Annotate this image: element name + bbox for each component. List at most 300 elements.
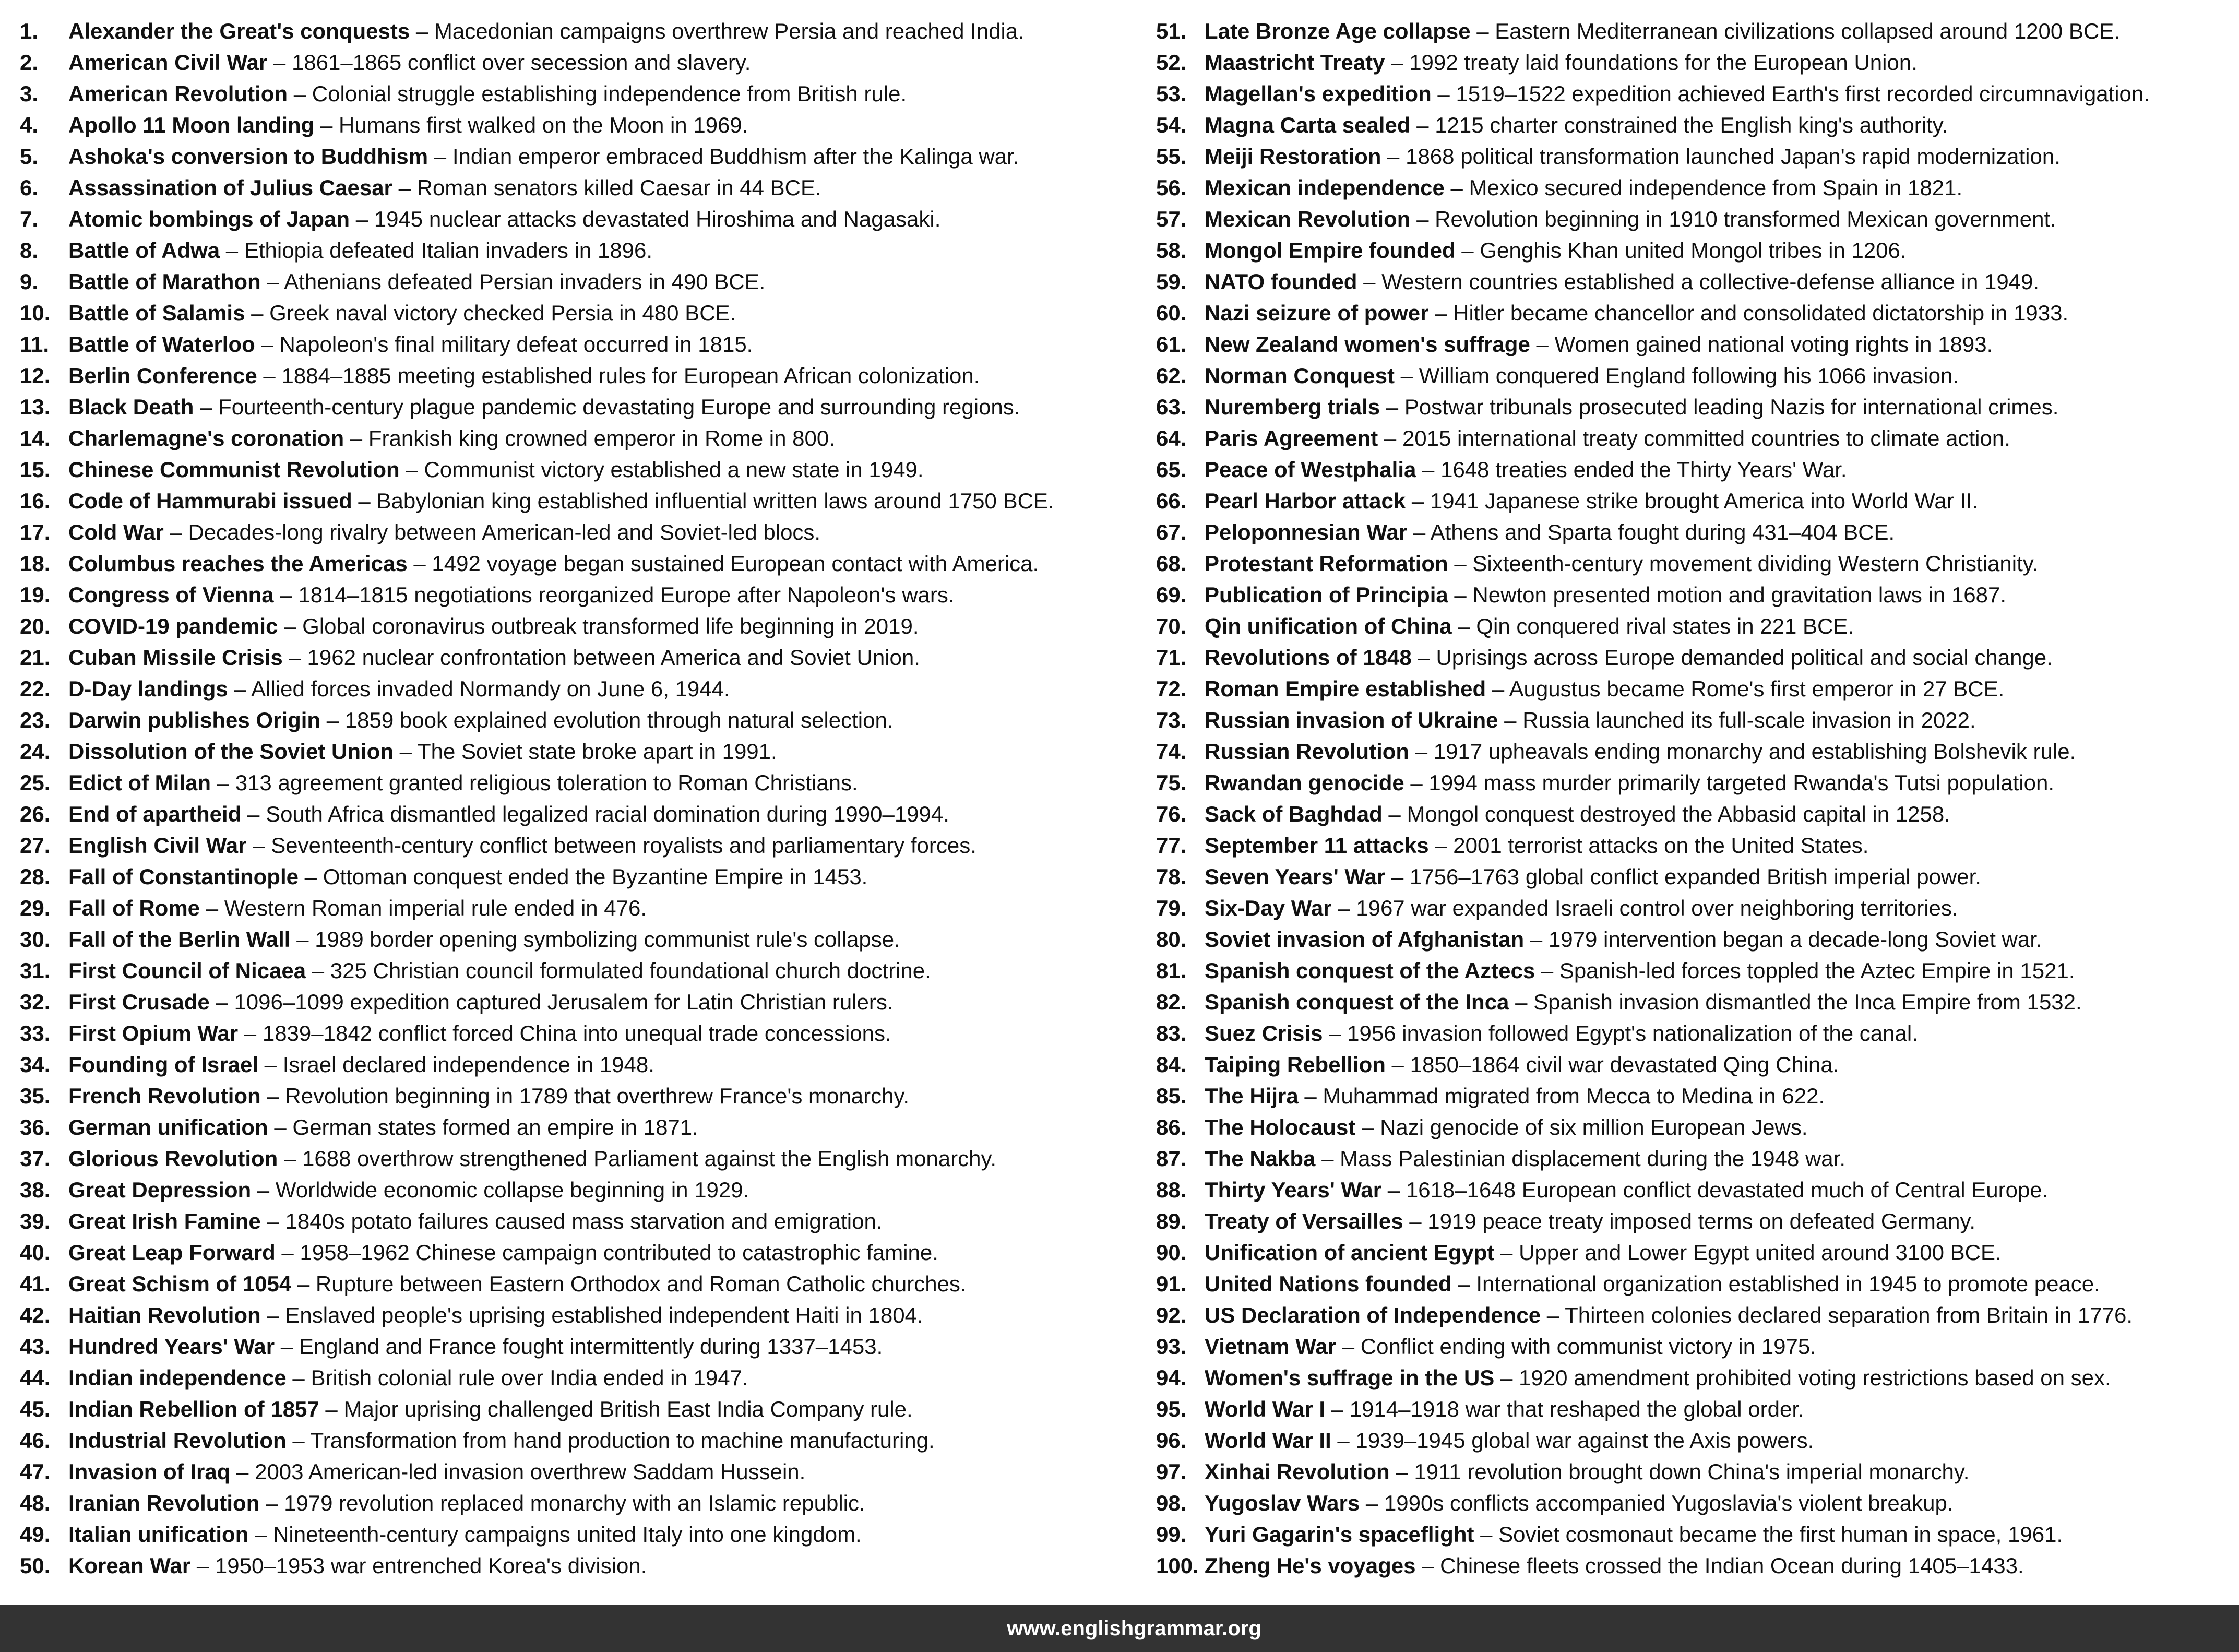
- event-text: [68, 1018, 891, 1049]
- event-text: [1205, 1049, 1839, 1080]
- event-separator: –: [1404, 770, 1429, 795]
- event-description: Russia launched its full-scale invasion in 2022.: [1522, 708, 1976, 732]
- event-description: 1648 treaties ended the Thirty Years' War.: [1440, 457, 1847, 482]
- event-item: [1156, 830, 2231, 861]
- event-text: [68, 204, 940, 235]
- event-item: [20, 298, 1142, 329]
- event-number: 32.: [20, 990, 51, 1014]
- event-number: 44.: [20, 1365, 51, 1390]
- event-description: Babylonian king established influential written laws around 1750 BCE.: [376, 489, 1054, 513]
- event-separator: –: [1360, 1491, 1384, 1515]
- event-description: The Soviet state broke apart in 1991.: [417, 739, 777, 764]
- event-number: 76.: [1156, 802, 1187, 826]
- event-name: US Declaration of Independence: [1205, 1303, 1541, 1327]
- event-number: 95.: [1156, 1397, 1187, 1421]
- event-name: Industrial Revolution: [68, 1428, 287, 1453]
- event-item: [20, 1394, 1142, 1425]
- event-name: Soviet invasion of Afghanistan: [1205, 927, 1525, 952]
- event-name: Qin unification of China: [1205, 614, 1452, 638]
- event-name: Peloponnesian War: [1205, 520, 1408, 544]
- event-number: 34.: [20, 1052, 51, 1077]
- event-description: 1215 charter constrained the English king's authority.: [1435, 113, 1948, 137]
- event-item: [1156, 1519, 2231, 1550]
- event-name: French Revolution: [68, 1084, 261, 1108]
- event-number: 26.: [20, 802, 51, 826]
- event-name: Atomic bombings of Japan: [68, 207, 350, 231]
- event-description: 1962 nuclear confrontation between America and Soviet Union.: [307, 645, 920, 670]
- event-number: 64.: [1156, 426, 1187, 450]
- event-name: Battle of Salamis: [68, 301, 245, 325]
- event-description: Fourteenth-century plague pandemic devastating Europe and surrounding regions.: [218, 395, 1020, 419]
- event-item: [1156, 705, 2231, 736]
- event-description: 1861–1865 conflict over secession and slavery.: [291, 50, 751, 75]
- event-item: [1156, 767, 2231, 799]
- event-number: 21.: [20, 645, 51, 670]
- event-number: 14.: [20, 426, 51, 450]
- event-name: Rwandan genocide: [1205, 770, 1404, 795]
- event-text: [1205, 360, 1959, 391]
- event-text: [1205, 705, 1976, 736]
- event-description: Athenians defeated Persian invaders in 490 BCE.: [284, 269, 766, 294]
- event-description: Revolution beginning in 1789 that overthrew France's monarchy.: [285, 1084, 909, 1108]
- event-number: 45.: [20, 1397, 51, 1421]
- event-text: [1205, 298, 2068, 329]
- event-number: 1.: [20, 19, 39, 43]
- event-separator: –: [1325, 1397, 1350, 1421]
- event-item: [20, 78, 1142, 110]
- event-description: 1919 peace treaty imposed terms on defeated Germany.: [1427, 1209, 1976, 1233]
- event-name: Yuri Gagarin's spaceflight: [1205, 1522, 1474, 1547]
- event-number: 7.: [20, 207, 39, 231]
- event-number: 99.: [1156, 1522, 1187, 1547]
- event-name: Suez Crisis: [1205, 1021, 1323, 1045]
- event-separator: –: [1385, 50, 1410, 75]
- event-number: 72.: [1156, 676, 1187, 701]
- event-item: [1156, 1112, 2231, 1143]
- event-item: [20, 204, 1142, 235]
- event-name: Alexander the Great's conquests: [68, 19, 410, 43]
- event-text: [1205, 1268, 2100, 1300]
- event-separator: –: [1530, 332, 1555, 356]
- event-name: Code of Hammurabi issued: [68, 489, 352, 513]
- event-description: Western countries established a collective-defense alliance in 1949.: [1381, 269, 2040, 294]
- event-number: 81.: [1156, 958, 1187, 983]
- event-name: D-Day landings: [68, 676, 228, 701]
- event-text: [1205, 172, 1962, 204]
- event-name: Hundred Years' War: [68, 1334, 275, 1359]
- event-description: 1492 voyage began sustained European contact with America.: [432, 551, 1039, 576]
- event-name: Mexican independence: [1205, 175, 1445, 200]
- event-description: 1989 border opening symbolizing communist rule's collapse.: [315, 927, 900, 952]
- event-description: Women gained national voting rights in 1893.: [1554, 332, 1993, 356]
- event-number: 19.: [20, 583, 51, 607]
- event-separator: –: [1331, 1428, 1356, 1453]
- event-name: Zheng He's voyages: [1205, 1553, 1416, 1578]
- event-name: Russian Revolution: [1205, 739, 1410, 764]
- event-description: Greek naval victory checked Persia in 480 BCE.: [269, 301, 736, 325]
- event-description: 1839–1842 conflict forced China into unequal trade concessions.: [262, 1021, 891, 1045]
- event-number: 31.: [20, 958, 51, 983]
- event-separator: –: [1298, 1084, 1323, 1108]
- event-separator: –: [273, 583, 299, 607]
- event-text: [1205, 1112, 1808, 1143]
- event-number: 68.: [1156, 551, 1187, 576]
- event-separator: –: [1451, 1271, 1476, 1296]
- event-separator: –: [1395, 363, 1419, 388]
- event-number: 46.: [20, 1428, 51, 1453]
- event-text: [1205, 799, 1950, 830]
- event-name: Great Irish Famine: [68, 1209, 261, 1233]
- event-item: [20, 1300, 1142, 1331]
- event-item: [20, 517, 1142, 548]
- event-description: 1992 treaty laid foundations for the European Union.: [1409, 50, 1918, 75]
- event-number: 48.: [20, 1491, 51, 1515]
- event-text: [68, 485, 1054, 517]
- event-text: [68, 141, 1019, 172]
- event-number: 90.: [1156, 1240, 1187, 1265]
- event-item: [1156, 423, 2231, 454]
- event-separator: –: [1498, 708, 1523, 732]
- event-item: [1156, 485, 2231, 517]
- event-item: [1156, 1550, 2231, 1582]
- event-number: 83.: [1156, 1021, 1187, 1045]
- event-number: 11.: [20, 332, 50, 356]
- event-text: [1205, 1362, 2111, 1394]
- event-description: Eastern Mediterranean civilizations collapsed around 1200 BCE.: [1495, 19, 2120, 43]
- event-text: [68, 579, 955, 611]
- event-separator: –: [241, 802, 266, 826]
- event-description: 1979 intervention began a decade-long Soviet war.: [1548, 927, 2042, 952]
- event-name: Magna Carta sealed: [1205, 113, 1411, 137]
- event-description: Enslaved people's uprising established independent Haiti in 1804.: [285, 1303, 923, 1327]
- event-item: [1156, 1143, 2231, 1174]
- event-name: First Council of Nicaea: [68, 958, 306, 983]
- event-number: 47.: [20, 1459, 51, 1484]
- event-number: 23.: [20, 708, 51, 732]
- event-item: [1156, 78, 2231, 110]
- event-item: [20, 924, 1142, 955]
- event-description: 1967 war expanded Israeli control over neighboring territories.: [1356, 896, 1958, 920]
- event-text: [68, 1112, 698, 1143]
- event-separator: –: [320, 708, 345, 732]
- event-number: 8.: [20, 238, 39, 263]
- event-description: 1911 revolution brought down China's imperial monarchy.: [1414, 1459, 1970, 1484]
- event-text: [68, 360, 980, 391]
- event-text: [1205, 924, 2042, 955]
- event-name: Cold War: [68, 520, 164, 544]
- event-text: [68, 1519, 862, 1550]
- event-number: 89.: [1156, 1209, 1187, 1233]
- event-name: Indian independence: [68, 1365, 287, 1390]
- event-description: 1884–1885 meeting established rules for European African colonization.: [281, 363, 980, 388]
- event-name: Norman Conquest: [1205, 363, 1395, 388]
- event-separator: –: [1428, 301, 1454, 325]
- event-description: Communist victory established a new state in 1949.: [424, 457, 924, 482]
- event-text: [68, 1488, 865, 1519]
- event-text: [1205, 548, 2038, 579]
- event-number: 42.: [20, 1303, 51, 1327]
- event-text: [68, 16, 1024, 47]
- event-description: Revolution beginning in 1910 transformed Mexican government.: [1435, 207, 2056, 231]
- event-number: 43.: [20, 1334, 51, 1359]
- event-name: NATO founded: [1205, 269, 1357, 294]
- event-separator: –: [1381, 144, 1406, 169]
- event-description: Ethiopia defeated Italian invaders in 1896.: [244, 238, 653, 263]
- event-text: [1205, 391, 2058, 423]
- event-number: 55.: [1156, 144, 1187, 169]
- event-item: [20, 329, 1142, 360]
- event-text: [68, 1425, 935, 1456]
- event-text: [68, 548, 1039, 579]
- event-text: [1205, 517, 1895, 548]
- event-number: 58.: [1156, 238, 1187, 263]
- event-name: Publication of Principia: [1205, 583, 1448, 607]
- event-separator: –: [1535, 958, 1559, 983]
- event-name: Meiji Restoration: [1205, 144, 1381, 169]
- event-number: 53.: [1156, 81, 1187, 106]
- event-name: Haitian Revolution: [68, 1303, 261, 1327]
- event-item: [20, 767, 1142, 799]
- event-separator: –: [350, 207, 374, 231]
- event-separator: –: [257, 363, 282, 388]
- event-name: The Hijra: [1205, 1084, 1299, 1108]
- event-number: 52.: [1156, 50, 1187, 75]
- event-number: 77.: [1156, 833, 1187, 858]
- event-text: [68, 1362, 748, 1394]
- event-text: [1205, 893, 1958, 924]
- event-text: [1205, 673, 2004, 705]
- event-name: Ashoka's conversion to Buddhism: [68, 144, 428, 169]
- event-item: [20, 1237, 1142, 1268]
- event-text: [1205, 579, 2006, 611]
- event-item: [1156, 1049, 2231, 1080]
- event-description: 1917 upheavals ending monarchy and establishing Bolshevik rule.: [1433, 739, 2076, 764]
- event-text: [1205, 329, 1993, 360]
- event-item: [20, 1018, 1142, 1049]
- event-item: [20, 266, 1142, 298]
- event-text: [1205, 1300, 2133, 1331]
- event-description: Upper and Lower Egypt united around 3100 BCE.: [1519, 1240, 2002, 1265]
- event-description: 1979 revolution replaced monarchy with an Islamic republic.: [284, 1491, 865, 1515]
- event-item: [20, 1143, 1142, 1174]
- event-item: [1156, 110, 2231, 141]
- event-separator: –: [1431, 81, 1456, 106]
- event-item: [20, 1550, 1142, 1582]
- event-text: [68, 673, 730, 705]
- event-number: 98.: [1156, 1491, 1187, 1515]
- event-text: [68, 423, 835, 454]
- event-item: [20, 1488, 1142, 1519]
- event-item: [20, 16, 1142, 47]
- event-number: 54.: [1156, 113, 1187, 137]
- event-item: [1156, 266, 2231, 298]
- event-description: 1868 political transformation launched Japan's rapid modernization.: [1406, 144, 2061, 169]
- event-separator: –: [1357, 269, 1382, 294]
- event-item: [20, 485, 1142, 517]
- event-separator: –: [1410, 207, 1435, 231]
- event-separator: –: [255, 332, 280, 356]
- event-separator: –: [392, 175, 417, 200]
- event-description: 1958–1962 Chinese campaign contributed to catastrophic famine.: [300, 1240, 938, 1265]
- event-name: Pearl Harbor attack: [1205, 489, 1406, 513]
- event-separator: –: [1428, 833, 1454, 858]
- event-name: Darwin publishes Origin: [68, 708, 321, 732]
- event-text: [68, 1331, 883, 1362]
- event-description: Chinese fleets crossed the Indian Ocean during 1405–1433.: [1440, 1553, 2024, 1578]
- event-text: [68, 1206, 883, 1237]
- event-separator: –: [1382, 802, 1407, 826]
- event-item: [20, 1425, 1142, 1456]
- event-separator: –: [194, 395, 219, 419]
- footer-website-link[interactable]: www.englishgrammar.org: [1007, 1617, 1261, 1640]
- event-name: Assassination of Julius Caesar: [68, 175, 392, 200]
- event-number: 100.: [1156, 1553, 1199, 1578]
- event-number: 84.: [1156, 1052, 1187, 1077]
- event-description: Sixteenth-century movement dividing Western Christianity.: [1472, 551, 2039, 576]
- event-name: Fall of Constantinople: [68, 864, 299, 889]
- event-separator: –: [288, 81, 312, 106]
- event-separator: –: [286, 1428, 311, 1453]
- event-separator: –: [1541, 1303, 1565, 1327]
- event-text: [68, 329, 753, 360]
- event-name: Yugoslav Wars: [1205, 1491, 1360, 1515]
- event-item: [20, 1331, 1142, 1362]
- event-item: [20, 861, 1142, 893]
- event-name: Women's suffrage in the US: [1205, 1365, 1495, 1390]
- event-name: The Nakba: [1205, 1146, 1316, 1171]
- event-name: United Nations founded: [1205, 1271, 1452, 1296]
- event-separator: –: [352, 489, 377, 513]
- event-item: [1156, 1018, 2231, 1049]
- event-description: Western Roman imperial rule ended in 476.: [224, 896, 647, 920]
- event-separator: –: [407, 551, 432, 576]
- event-text: [68, 767, 858, 799]
- event-separator: –: [1406, 489, 1430, 513]
- event-number: 63.: [1156, 395, 1187, 419]
- event-name: Seven Years' War: [1205, 864, 1386, 889]
- event-separator: –: [260, 1209, 285, 1233]
- event-separator: –: [1381, 1178, 1406, 1202]
- event-name: Battle of Marathon: [68, 269, 261, 294]
- event-separator: –: [1451, 614, 1476, 638]
- event-number: 29.: [20, 896, 51, 920]
- event-item: [1156, 673, 2231, 705]
- event-separator: –: [1407, 520, 1431, 544]
- event-separator: –: [200, 896, 224, 920]
- event-item: [1156, 391, 2231, 423]
- event-text: [68, 799, 949, 830]
- event-text: [1205, 423, 2010, 454]
- event-item: [1156, 1425, 2231, 1456]
- event-number: 79.: [1156, 896, 1187, 920]
- event-separator: –: [290, 927, 315, 952]
- event-item: [1156, 1268, 2231, 1300]
- event-text: [68, 391, 1020, 423]
- event-text: [68, 893, 647, 924]
- event-description: Israel declared independence in 1948.: [282, 1052, 654, 1077]
- event-text: [68, 987, 894, 1018]
- event-item: [20, 391, 1142, 423]
- event-name: Congress of Vienna: [68, 583, 274, 607]
- event-separator: –: [1409, 739, 1434, 764]
- event-name: Mexican Revolution: [1205, 207, 1411, 231]
- event-separator: –: [260, 1303, 285, 1327]
- event-separator: –: [282, 645, 307, 670]
- event-separator: –: [238, 1021, 263, 1045]
- event-number: 61.: [1156, 332, 1187, 356]
- event-description: England and France fought intermittently during 1337–1453.: [299, 1334, 883, 1359]
- event-name: Spanish conquest of the Aztecs: [1205, 958, 1535, 983]
- event-text: [68, 1049, 654, 1080]
- event-name: Black Death: [68, 395, 194, 419]
- event-name: English Civil War: [68, 833, 247, 858]
- event-description: 1941 Japanese strike brought America into World War II.: [1430, 489, 1979, 513]
- event-item: [20, 110, 1142, 141]
- event-description: Mass Palestinian displacement during the 1948 war.: [1340, 1146, 1846, 1171]
- event-item: [20, 1080, 1142, 1112]
- event-separator: –: [248, 1522, 273, 1547]
- event-name: Late Bronze Age collapse: [1205, 19, 1471, 43]
- event-description: International organization established in 1945 to promote peace.: [1476, 1271, 2100, 1296]
- event-separator: –: [428, 144, 452, 169]
- event-item: [20, 1049, 1142, 1080]
- event-name: First Opium War: [68, 1021, 239, 1045]
- event-description: German states formed an empire in 1871.: [292, 1115, 698, 1139]
- event-item: [20, 611, 1142, 642]
- event-separator: –: [314, 113, 339, 137]
- event-text: [1205, 987, 2082, 1018]
- event-description: Rupture between Eastern Orthodox and Roman Catholic churches.: [315, 1271, 967, 1296]
- event-description: Nazi genocide of six million European Jews.: [1380, 1115, 1808, 1139]
- event-number: 16.: [20, 489, 51, 513]
- event-description: 2003 American-led invasion overthrew Saddam Hussein.: [255, 1459, 806, 1484]
- event-item: [20, 423, 1142, 454]
- event-number: 39.: [20, 1209, 51, 1233]
- event-name: Edict of Milan: [68, 770, 211, 795]
- event-text: [1205, 1519, 2063, 1550]
- event-text: [1205, 1143, 1845, 1174]
- event-separator: –: [1448, 583, 1473, 607]
- event-number: 25.: [20, 770, 51, 795]
- event-name: Six-Day War: [1205, 896, 1332, 920]
- event-item: [1156, 454, 2231, 485]
- event-name: Paris Agreement: [1205, 426, 1378, 450]
- event-item: [20, 548, 1142, 579]
- event-name: Peace of Westphalia: [1205, 457, 1416, 482]
- event-description: 1950–1953 war entrenched Korea's division.: [215, 1553, 647, 1578]
- event-name: COVID-19 pandemic: [68, 614, 278, 638]
- event-separator: –: [1380, 395, 1404, 419]
- event-name: Fall of the Berlin Wall: [68, 927, 291, 952]
- event-number: 59.: [1156, 269, 1187, 294]
- event-item: [20, 235, 1142, 266]
- event-description: Ottoman conquest ended the Byzantine Empire in 1453.: [323, 864, 868, 889]
- event-text: [68, 110, 748, 141]
- event-item: [1156, 329, 2231, 360]
- event-separator: –: [275, 1334, 299, 1359]
- event-item: [20, 642, 1142, 673]
- event-text: [68, 736, 777, 767]
- event-text: [68, 955, 931, 987]
- event-description: 1096–1099 expedition captured Jerusalem for Latin Christian rulers.: [234, 990, 894, 1014]
- event-name: Columbus reaches the Americas: [68, 551, 408, 576]
- event-description: 1756–1763 global conflict expanded British imperial power.: [1409, 864, 1981, 889]
- event-description: Newton presented motion and gravitation laws in 1687.: [1472, 583, 2007, 607]
- event-separator: –: [230, 1459, 255, 1484]
- event-text: [1205, 141, 2061, 172]
- event-description: 1850–1864 civil war devastated Qing China.: [1410, 1052, 1839, 1077]
- event-description: Transformation from hand production to machine manufacturing.: [310, 1428, 935, 1453]
